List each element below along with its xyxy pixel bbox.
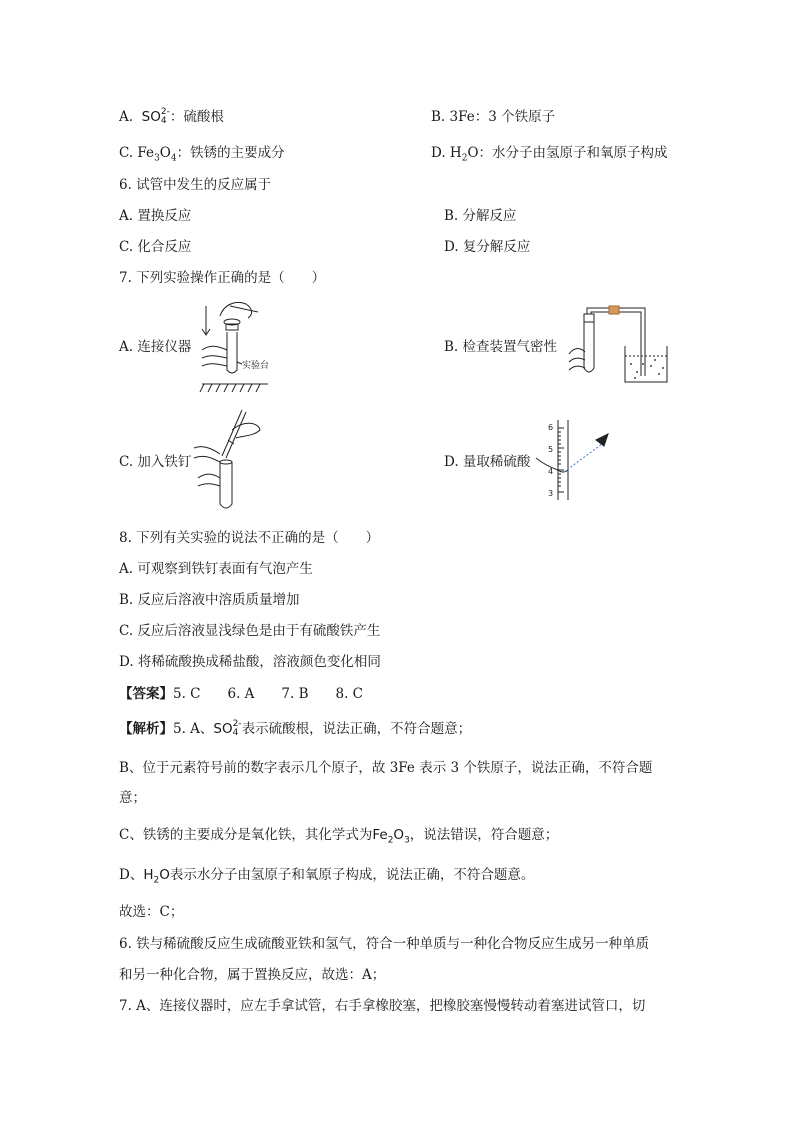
q7-option-d: D. 量取稀硫酸 <box>444 454 531 470</box>
analysis-l4-sub2: 3 <box>404 835 410 846</box>
figure-airtightness <box>565 302 675 388</box>
q7-option-c: C. 加入铁钉 <box>119 454 192 470</box>
scale-label-3: 3 <box>548 489 554 498</box>
q5-c-sub1: 3 <box>154 153 160 164</box>
q7-option-b: B. 检查装置气密性 <box>444 339 558 355</box>
analysis-line-1 <box>119 719 471 739</box>
analysis-l4-pre: C、铁锈的主要成分是氧化铁，其化学式为 <box>119 827 373 843</box>
q5-d-text: O：水分子由氢原子和氧原子构成 <box>467 145 668 161</box>
q5-c-text: ：铁锈的主要成分 <box>176 145 285 161</box>
analysis-l5-post: 表示水分子由氢原子和氧原子构成，说法正确，不符合题意。 <box>169 867 535 883</box>
analysis-line-9: 7. A、连接仪器时，应左手拿试管，右手拿橡胶塞，把橡胶塞慢慢转动着塞进试管口，切 <box>119 998 646 1014</box>
analysis-line-3: 意； <box>119 790 146 806</box>
analysis-l1-formula <box>213 721 241 737</box>
analysis-line-8: 和另一种化合物，属于置换反应，故选：A； <box>119 967 386 983</box>
q5-option-b: B. 3Fe：3 个铁原子 <box>431 109 556 125</box>
q5-a-text: ：硫酸根 <box>169 109 224 125</box>
scale-label-5: 5 <box>548 445 554 454</box>
analysis-l1-formula-base: SO <box>213 721 233 737</box>
q7-stem: 7. 下列实验操作正确的是（ ） <box>119 270 326 286</box>
answer-line <box>119 684 363 704</box>
q6-option-d: D. 复分解反应 <box>444 239 531 255</box>
analysis-l5-sub: 2 <box>153 875 160 886</box>
q8-stem: 8. 下列有关实验的说法不正确的是（ ） <box>119 530 380 546</box>
q5-a-sup: 2- <box>160 107 170 117</box>
q5-d-sub: 2 <box>461 153 468 164</box>
analysis-l4-formula <box>372 827 410 846</box>
analysis-l5-formula <box>143 867 170 886</box>
q8-option-b: B. 反应后溶液中溶质质量增加 <box>119 592 300 608</box>
figure-read-cylinder <box>534 418 616 506</box>
analysis-l1-sub: 4 <box>232 728 239 738</box>
q5-a-formula-base: SO <box>141 109 161 125</box>
q6-stem: 6. 试管中发生的反应属于 <box>119 177 272 193</box>
analysis-l4-post: ，说法错误，符合题意； <box>409 827 559 843</box>
analysis-l5-pre: D、 <box>119 867 144 883</box>
analysis-l1-post: 表示硫酸根，说法正确，不符合题意； <box>241 721 472 737</box>
scale-label-4: 4 <box>548 467 554 476</box>
figure-connect-instrument <box>196 298 292 398</box>
q5-a-sub: 4 <box>160 116 167 126</box>
q6-option-b: B. 分解反应 <box>444 208 517 224</box>
analysis-line-7: 6. 铁与稀硫酸反应生成硫酸亚铁和氢气，符合一种单质与一种化合物反应生成另一种单质 <box>119 936 650 952</box>
analysis-line-5 <box>119 865 534 891</box>
q7-option-a: A. 连接仪器 <box>119 339 192 355</box>
q5-a-formula <box>142 109 170 125</box>
analysis-label: 【解析】 <box>119 721 173 737</box>
fig-label-lab-bench: 实验台 <box>242 361 270 371</box>
analysis-line-2: B、位于元素符号前的数字表示几个原子，故 3Fe 表示 3 个铁原子，说法正确，不符合题 <box>119 760 653 776</box>
analysis-l5-o: O <box>159 867 170 883</box>
analysis-l4-fe: Fe <box>372 827 388 843</box>
answer-text: 5. C 6. A 7. B 8. C <box>173 686 364 702</box>
scale-label-6: 6 <box>548 423 554 432</box>
q5-option-d <box>431 143 668 169</box>
analysis-l1-sup: 2- <box>232 719 242 729</box>
q5-c-mid: O <box>159 145 171 161</box>
q5-d-prefix: D. H <box>431 145 462 161</box>
analysis-l5-h: H <box>143 867 154 883</box>
analysis-line-4 <box>119 825 558 851</box>
figure-add-nail <box>192 408 272 512</box>
analysis-l1-pre: 5. A、 <box>173 721 214 737</box>
q5-c-sub2: 4 <box>170 153 177 164</box>
q6-option-c: C. 化合反应 <box>119 239 192 255</box>
answer-label: 【答案】 <box>119 686 173 702</box>
q5-option-c <box>119 143 285 169</box>
q6-option-a: A. 置换反应 <box>119 208 192 224</box>
q5-option-a <box>119 107 224 127</box>
analysis-l4-sub1: 2 <box>387 835 394 846</box>
q8-option-a: A. 可观察到铁钉表面有气泡产生 <box>119 561 313 577</box>
analysis-l4-o: O <box>393 827 405 843</box>
q8-option-c: C. 反应后溶液显浅绿色是由于有硫酸铁产生 <box>119 623 381 639</box>
q8-option-d: D. 将稀硫酸换成稀盐酸，溶液颜色变化相同 <box>119 654 381 670</box>
analysis-line-6: 故选：C； <box>119 904 184 920</box>
q5-a-prefix: A. <box>119 109 134 125</box>
q5-c-prefix: C. Fe <box>119 145 155 161</box>
